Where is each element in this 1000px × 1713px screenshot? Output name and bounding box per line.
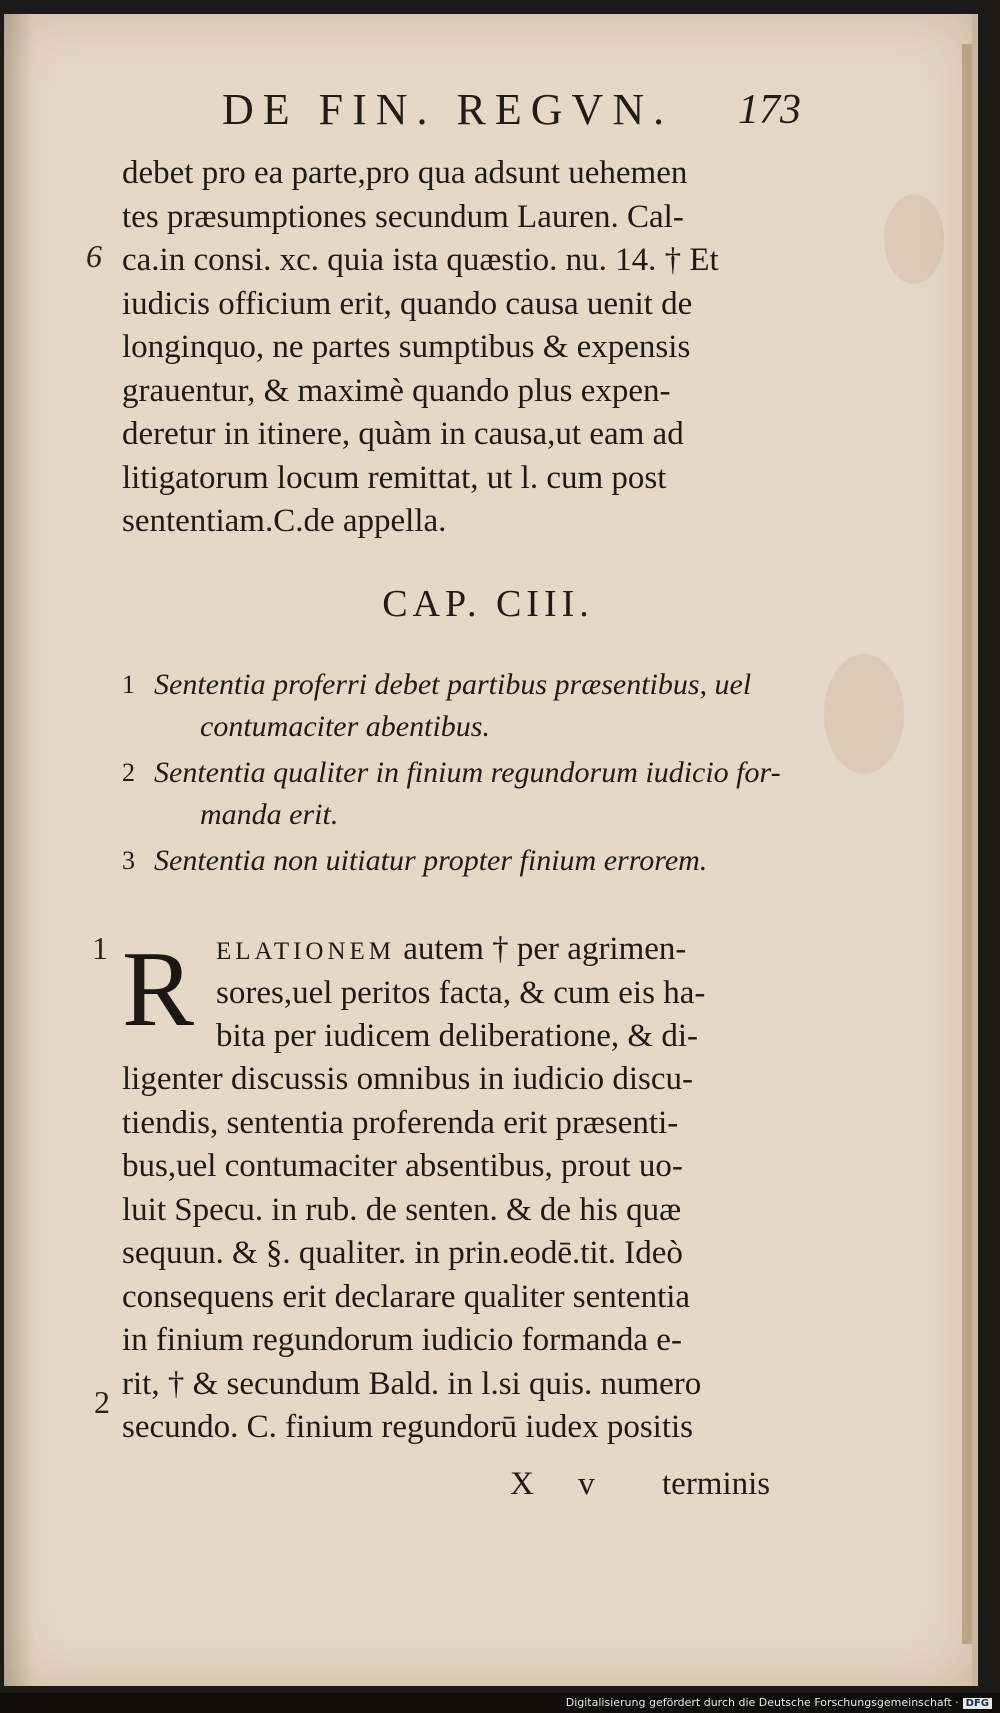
text-line	[216, 928, 806, 972]
summary-line: Sententia proferri debet partibus præsentibus, uel	[154, 668, 752, 701]
summary-item	[122, 752, 802, 836]
summary-number: 2	[122, 758, 135, 787]
book-page	[4, 14, 978, 1686]
text-line: iudicis officium erit, quando causa uenit de	[122, 285, 693, 322]
summary-line: manda erit.	[200, 798, 339, 831]
text-line: rit, † & secundum Bald. in l.si quis. numero	[122, 1365, 702, 1402]
page-number: 173	[738, 87, 801, 133]
summary-item	[122, 664, 802, 748]
text-line: ca.in consi. xc. quia ista quæstio. nu. 14. † Et	[122, 242, 719, 278]
digitization-credit	[566, 1696, 992, 1709]
text-line: sequun. & §. qualiter. in prin.eodē.tit. Ideò	[122, 1235, 683, 1271]
text-line: bita per iudicem deliberatione, & di-	[216, 1018, 698, 1054]
text-line: sores,uel peritos facta, & cum eis ha-	[216, 974, 706, 1011]
page-edge	[962, 44, 972, 1644]
text-line: luit Specu. in rub. de senten. & de his quæ	[122, 1191, 682, 1228]
chapter-heading: CAP. CIII.	[382, 583, 594, 625]
text-line: deretur in itinere, quàm in causa,ut eam ad	[122, 416, 684, 452]
text-line: secundo. C. finium regundorū iudex positis	[122, 1409, 694, 1445]
summary-line: contumaciter abentibus.	[200, 710, 490, 743]
running-head-title: DE FIN. REGVN.	[222, 85, 674, 134]
summary-item	[122, 840, 802, 882]
spine-shadow	[4, 14, 34, 1686]
summary-line: Sententia non uitiatur propter finium errorem.	[154, 844, 708, 877]
text-line: consequens erit declarare qualiter sententia	[122, 1278, 691, 1315]
text-line: longinquo, ne partes sumptibus & expensis	[122, 329, 691, 365]
catchword: terminis	[662, 1466, 771, 1502]
drop-capital: R	[122, 930, 195, 1049]
summary-number: 3	[122, 846, 135, 875]
margin-number: 1	[92, 930, 108, 966]
summary-line: Sententia qualiter in finium regundorum iudicio for-	[154, 756, 781, 789]
text-line: grauentur, & maximè quando plus expen-	[122, 372, 671, 409]
text-line: tiendis, sententia proferenda erit præsenti-	[122, 1104, 679, 1141]
credit-text: Digitalisierung gefördert durch die Deutsche Forschungsgemeinschaft ·	[565, 1696, 959, 1709]
paper-stain	[824, 654, 904, 774]
catchline	[4, 1466, 972, 1516]
summary-number: 1	[122, 670, 135, 699]
text-span: autem † per agrimen-	[395, 931, 687, 967]
text-line: tes præsumptiones secundum Lauren. Cal-	[122, 198, 684, 235]
body-indented-lines	[216, 928, 806, 1059]
text-block-1	[122, 152, 802, 544]
text-line: bus,uel contumaciter absentibus, prout uo-	[122, 1148, 683, 1184]
text-line: debet pro ea parte,pro qua adsunt uehemen	[122, 155, 688, 191]
margin-number: 6	[86, 238, 102, 274]
text-line: litigatorum locum remittat, ut l. cum post	[122, 459, 667, 496]
paper-stain	[884, 194, 944, 284]
signature-mark: X v	[510, 1466, 613, 1502]
text-line: in finium regundorum iudicio formanda e-	[122, 1322, 682, 1358]
margin-number: 2	[94, 1384, 110, 1420]
running-head	[4, 84, 972, 144]
opening-word: ELATIONEM	[216, 938, 396, 965]
text-line: sententiam.C.de appella.	[122, 503, 447, 539]
dfg-logo: DFG	[963, 1698, 992, 1709]
text-line: ligenter discussis omnibus in iudicio discu-	[122, 1061, 694, 1097]
chapter-summary	[122, 664, 802, 882]
body-text	[122, 1058, 802, 1450]
